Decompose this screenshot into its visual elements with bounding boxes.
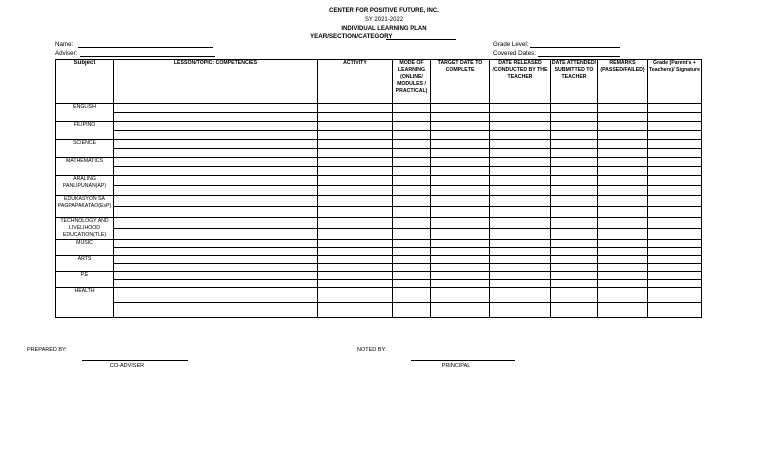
empty-cell[interactable] xyxy=(490,122,551,131)
empty-cell[interactable] xyxy=(598,131,648,140)
empty-cell[interactable] xyxy=(648,303,702,318)
subject-cell: P.E xyxy=(56,272,114,288)
adviser-label: Adviser: xyxy=(55,50,78,57)
empty-cell[interactable] xyxy=(598,158,648,167)
empty-cell[interactable] xyxy=(393,280,431,288)
empty-cell[interactable] xyxy=(318,240,393,248)
empty-cell[interactable] xyxy=(648,196,702,207)
empty-cell[interactable] xyxy=(598,272,648,280)
name-line xyxy=(78,47,213,48)
table-row xyxy=(56,131,702,140)
empty-cell[interactable] xyxy=(393,303,431,318)
empty-cell[interactable] xyxy=(431,240,490,248)
co-adviser-line xyxy=(82,360,188,361)
empty-cell[interactable] xyxy=(598,113,648,122)
empty-cell[interactable] xyxy=(648,131,702,140)
empty-cell[interactable] xyxy=(598,186,648,196)
empty-cell[interactable] xyxy=(318,264,393,272)
empty-cell[interactable] xyxy=(551,122,598,131)
empty-cell[interactable] xyxy=(551,176,598,186)
empty-cell[interactable] xyxy=(114,288,318,303)
empty-cell[interactable] xyxy=(114,167,318,176)
empty-cell[interactable] xyxy=(431,280,490,288)
empty-cell[interactable] xyxy=(490,167,551,176)
col-mode: MODE OF LEARNING (ONLINE/ MODULES / PRACTICAL) xyxy=(393,60,431,104)
empty-cell[interactable] xyxy=(490,113,551,122)
table-row xyxy=(56,288,702,303)
empty-cell[interactable] xyxy=(114,272,318,280)
table-row xyxy=(56,229,702,240)
empty-cell[interactable] xyxy=(490,158,551,167)
empty-cell[interactable] xyxy=(318,176,393,186)
empty-cell[interactable] xyxy=(490,207,551,218)
empty-cell[interactable] xyxy=(648,240,702,248)
empty-cell[interactable] xyxy=(598,280,648,288)
empty-cell[interactable] xyxy=(431,196,490,207)
empty-cell[interactable] xyxy=(431,218,490,229)
empty-cell[interactable] xyxy=(393,176,431,186)
empty-cell[interactable] xyxy=(551,303,598,318)
empty-cell[interactable] xyxy=(551,272,598,280)
empty-cell[interactable] xyxy=(648,288,702,303)
empty-cell[interactable] xyxy=(431,229,490,240)
empty-cell[interactable] xyxy=(598,264,648,272)
principal-line xyxy=(411,360,515,361)
empty-cell[interactable] xyxy=(598,140,648,149)
empty-cell[interactable] xyxy=(393,207,431,218)
subject-cell: TECHNOLOGY AND LIVELIHOOD EDUCATION(TLE) xyxy=(56,218,114,240)
empty-cell[interactable] xyxy=(431,104,490,113)
empty-cell[interactable] xyxy=(393,288,431,303)
empty-cell[interactable] xyxy=(598,240,648,248)
prepared-by-label: PREPARED BY: xyxy=(27,347,67,353)
empty-cell[interactable] xyxy=(431,272,490,280)
empty-cell[interactable] xyxy=(114,186,318,196)
empty-cell[interactable] xyxy=(114,131,318,140)
empty-cell[interactable] xyxy=(318,113,393,122)
empty-cell[interactable] xyxy=(393,256,431,264)
empty-cell[interactable] xyxy=(318,122,393,131)
page-title: INDIVIDUAL LEARNING PLAN xyxy=(341,26,427,32)
empty-cell[interactable] xyxy=(648,140,702,149)
empty-cell[interactable] xyxy=(393,158,431,167)
empty-cell[interactable] xyxy=(114,218,318,229)
empty-cell[interactable] xyxy=(114,104,318,113)
col-grade-signature: Grade (Parent's + Teachers)/ Signature xyxy=(648,60,702,104)
empty-cell[interactable] xyxy=(318,186,393,196)
empty-cell[interactable] xyxy=(490,196,551,207)
empty-cell[interactable] xyxy=(648,256,702,264)
empty-cell[interactable] xyxy=(551,256,598,264)
empty-cell[interactable] xyxy=(490,272,551,280)
table-row xyxy=(56,264,702,272)
school-year: SY 2021-2022 xyxy=(364,17,404,23)
empty-cell[interactable] xyxy=(551,280,598,288)
empty-cell[interactable] xyxy=(551,196,598,207)
empty-cell[interactable] xyxy=(393,218,431,229)
subject-cell: EDUKASYON SA PAGPAPAKATAO(EsP) xyxy=(56,196,114,218)
empty-cell[interactable] xyxy=(648,186,702,196)
header-row xyxy=(56,60,702,104)
empty-cell[interactable] xyxy=(393,186,431,196)
empty-cell[interactable] xyxy=(318,218,393,229)
col-subject: Subject xyxy=(56,60,114,104)
principal-label: PRINCIPAL xyxy=(441,363,471,369)
empty-cell[interactable] xyxy=(393,167,431,176)
empty-cell[interactable] xyxy=(551,167,598,176)
empty-cell[interactable] xyxy=(490,256,551,264)
empty-cell[interactable] xyxy=(318,131,393,140)
subject-cell: MATHEMATICS xyxy=(56,158,114,176)
subject-cell: MUSIC xyxy=(56,240,114,256)
empty-cell[interactable] xyxy=(551,207,598,218)
empty-cell[interactable] xyxy=(598,207,648,218)
table-row xyxy=(56,140,702,149)
empty-cell[interactable] xyxy=(598,256,648,264)
empty-cell[interactable] xyxy=(648,229,702,240)
empty-cell[interactable] xyxy=(598,176,648,186)
empty-cell[interactable] xyxy=(431,256,490,264)
empty-cell[interactable] xyxy=(114,280,318,288)
empty-cell[interactable] xyxy=(598,104,648,113)
table-row xyxy=(56,196,702,207)
empty-cell[interactable] xyxy=(393,113,431,122)
empty-cell[interactable] xyxy=(551,113,598,122)
table-row xyxy=(56,186,702,196)
empty-cell[interactable] xyxy=(648,176,702,186)
table-row xyxy=(56,218,702,229)
table-row xyxy=(56,207,702,218)
empty-cell[interactable] xyxy=(551,186,598,196)
empty-cell[interactable] xyxy=(490,218,551,229)
empty-cell[interactable] xyxy=(490,240,551,248)
empty-cell[interactable] xyxy=(648,272,702,280)
empty-cell[interactable] xyxy=(393,264,431,272)
empty-cell[interactable] xyxy=(114,113,318,122)
empty-cell[interactable] xyxy=(318,158,393,167)
subject-cell: FILIPINO xyxy=(56,122,114,140)
empty-cell[interactable] xyxy=(431,248,490,256)
table-row xyxy=(56,167,702,176)
empty-cell[interactable] xyxy=(648,113,702,122)
table-row xyxy=(56,122,702,131)
empty-cell[interactable] xyxy=(648,104,702,113)
empty-cell[interactable] xyxy=(431,113,490,122)
empty-cell[interactable] xyxy=(393,131,431,140)
empty-cell[interactable] xyxy=(318,229,393,240)
empty-cell[interactable] xyxy=(393,122,431,131)
adviser-line xyxy=(80,56,215,57)
empty-cell[interactable] xyxy=(431,207,490,218)
empty-cell[interactable] xyxy=(431,149,490,158)
empty-cell[interactable] xyxy=(490,264,551,272)
empty-cell[interactable] xyxy=(490,303,551,318)
empty-cell[interactable] xyxy=(393,240,431,248)
empty-cell[interactable] xyxy=(318,272,393,280)
table-row xyxy=(56,280,702,288)
empty-cell[interactable] xyxy=(648,248,702,256)
subject-cell: ARTS xyxy=(56,256,114,272)
col-date-released: DATE RELEASED /CONDUCTED BY THE TEACHER xyxy=(490,60,551,104)
empty-cell[interactable] xyxy=(114,229,318,240)
empty-cell[interactable] xyxy=(393,140,431,149)
empty-cell[interactable] xyxy=(431,288,490,303)
empty-cell[interactable] xyxy=(431,158,490,167)
co-adviser-label: CO-ADVISER xyxy=(109,363,145,369)
empty-cell[interactable] xyxy=(648,207,702,218)
empty-cell[interactable] xyxy=(431,176,490,186)
empty-cell[interactable] xyxy=(551,218,598,229)
empty-cell[interactable] xyxy=(490,131,551,140)
empty-cell[interactable] xyxy=(551,240,598,248)
empty-cell[interactable] xyxy=(114,207,318,218)
empty-cell[interactable] xyxy=(114,303,318,318)
empty-cell[interactable] xyxy=(318,280,393,288)
table-row xyxy=(56,158,702,167)
empty-cell[interactable] xyxy=(318,140,393,149)
empty-cell[interactable] xyxy=(393,272,431,280)
empty-cell[interactable] xyxy=(114,140,318,149)
empty-cell[interactable] xyxy=(114,256,318,264)
empty-cell[interactable] xyxy=(648,122,702,131)
empty-cell[interactable] xyxy=(431,131,490,140)
empty-cell[interactable] xyxy=(490,288,551,303)
table-row xyxy=(56,303,702,318)
grade-level-line xyxy=(530,47,620,48)
empty-cell[interactable] xyxy=(551,264,598,272)
empty-cell[interactable] xyxy=(648,280,702,288)
empty-cell[interactable] xyxy=(114,248,318,256)
org-name: CENTER FOR POSITIVE FUTURE, INC. xyxy=(329,8,439,14)
empty-cell[interactable] xyxy=(598,167,648,176)
empty-cell[interactable] xyxy=(318,303,393,318)
covered-dates-label: Covered Dates: xyxy=(493,50,536,57)
empty-cell[interactable] xyxy=(551,288,598,303)
empty-cell[interactable] xyxy=(318,256,393,264)
empty-cell[interactable] xyxy=(318,248,393,256)
empty-cell[interactable] xyxy=(551,149,598,158)
covered-dates-line xyxy=(538,56,620,57)
empty-cell[interactable] xyxy=(114,176,318,186)
noted-by-label: NOTED BY: xyxy=(357,347,387,353)
empty-cell[interactable] xyxy=(431,303,490,318)
empty-cell[interactable] xyxy=(318,288,393,303)
col-lesson: LESSON/TOPIC: COMPETENCIES xyxy=(114,60,318,104)
empty-cell[interactable] xyxy=(431,167,490,176)
empty-cell[interactable] xyxy=(114,264,318,272)
empty-cell[interactable] xyxy=(648,218,702,229)
empty-cell[interactable] xyxy=(551,140,598,149)
empty-cell[interactable] xyxy=(431,122,490,131)
table-row xyxy=(56,149,702,158)
empty-cell[interactable] xyxy=(114,122,318,131)
empty-cell[interactable] xyxy=(490,176,551,186)
name-label: Name: xyxy=(55,41,74,48)
empty-cell[interactable] xyxy=(551,158,598,167)
grade-level-label: Grade Level: xyxy=(493,41,529,48)
year-section-label: YEAR/SECTION/CATEGORY xyxy=(310,33,393,40)
subject-cell: ARALING PANLIPUNAN(AP) xyxy=(56,176,114,196)
empty-cell[interactable] xyxy=(318,167,393,176)
empty-cell[interactable] xyxy=(490,140,551,149)
empty-cell[interactable] xyxy=(551,229,598,240)
empty-cell[interactable] xyxy=(490,280,551,288)
table-row xyxy=(56,272,702,280)
col-date-attended: DATE ATTENDED/ SUBMITTED TO TEACHER xyxy=(551,60,598,104)
empty-cell[interactable] xyxy=(114,196,318,207)
subject-cell: HEALTH xyxy=(56,288,114,318)
col-remarks: REMARKS (PASSED/FAILED) xyxy=(598,60,648,104)
table-row xyxy=(56,176,702,186)
empty-cell[interactable] xyxy=(648,264,702,272)
empty-cell[interactable] xyxy=(551,131,598,140)
year-section-line xyxy=(386,39,456,40)
empty-cell[interactable] xyxy=(490,248,551,256)
empty-cell[interactable] xyxy=(598,229,648,240)
empty-cell[interactable] xyxy=(393,229,431,240)
empty-cell[interactable] xyxy=(114,149,318,158)
empty-cell[interactable] xyxy=(648,149,702,158)
empty-cell[interactable] xyxy=(114,240,318,248)
table-body xyxy=(56,104,702,318)
empty-cell[interactable] xyxy=(648,167,702,176)
empty-cell[interactable] xyxy=(393,104,431,113)
empty-cell[interactable] xyxy=(393,248,431,256)
empty-cell[interactable] xyxy=(114,158,318,167)
empty-cell[interactable] xyxy=(318,207,393,218)
empty-cell[interactable] xyxy=(318,196,393,207)
table-row xyxy=(56,104,702,113)
table-row xyxy=(56,256,702,264)
empty-cell[interactable] xyxy=(490,104,551,113)
empty-cell[interactable] xyxy=(648,158,702,167)
empty-cell[interactable] xyxy=(490,229,551,240)
empty-cell[interactable] xyxy=(598,248,648,256)
empty-cell[interactable] xyxy=(431,140,490,149)
empty-cell[interactable] xyxy=(598,303,648,318)
subject-cell: SCIENCE xyxy=(56,140,114,158)
empty-cell[interactable] xyxy=(598,122,648,131)
empty-cell[interactable] xyxy=(598,196,648,207)
col-target-date: TARGET DATE TO COMPLETE xyxy=(431,60,490,104)
empty-cell[interactable] xyxy=(431,186,490,196)
empty-cell[interactable] xyxy=(318,104,393,113)
empty-cell[interactable] xyxy=(393,196,431,207)
empty-cell[interactable] xyxy=(490,149,551,158)
col-activity: ACTIVITY xyxy=(318,60,393,104)
table-row xyxy=(56,240,702,248)
subject-cell: ENGLISH xyxy=(56,104,114,122)
table-row xyxy=(56,113,702,122)
empty-cell[interactable] xyxy=(598,149,648,158)
learning-plan-table xyxy=(55,59,702,318)
empty-cell[interactable] xyxy=(393,149,431,158)
empty-cell[interactable] xyxy=(490,186,551,196)
empty-cell[interactable] xyxy=(551,104,598,113)
empty-cell[interactable] xyxy=(598,218,648,229)
table-row xyxy=(56,248,702,256)
empty-cell[interactable] xyxy=(318,149,393,158)
empty-cell[interactable] xyxy=(598,288,648,303)
empty-cell[interactable] xyxy=(551,248,598,256)
empty-cell[interactable] xyxy=(431,264,490,272)
